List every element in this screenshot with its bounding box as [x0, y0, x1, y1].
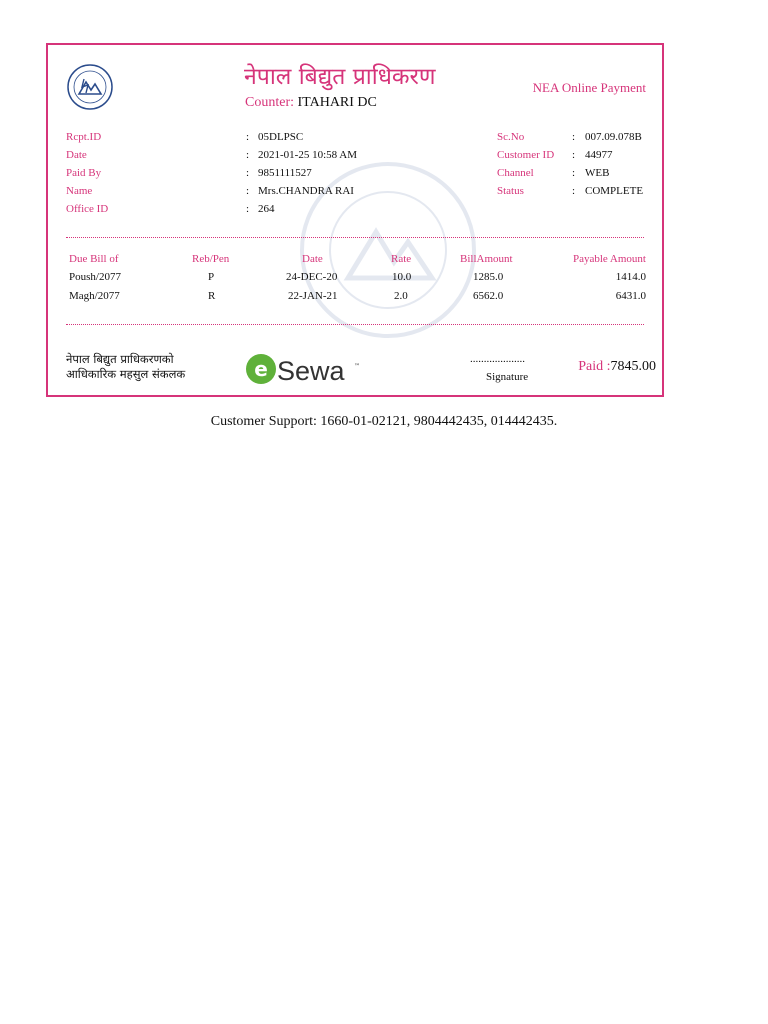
nepali-line-1: नेपाल बिद्युत प्राधिकरणको — [66, 352, 174, 366]
field-colon: : — [246, 203, 250, 215]
esewa-tm: ™ — [354, 363, 360, 370]
field-label: Sc.No — [497, 131, 525, 143]
table-cell: P — [208, 271, 215, 283]
paid-total — [578, 359, 656, 375]
field-label: Rcpt.ID — [66, 131, 102, 143]
field-colon: : — [246, 131, 250, 143]
paid-value: 7845.00 — [610, 359, 656, 374]
nea-logo-icon — [66, 63, 114, 111]
field-value: Mrs.CHANDRA RAI — [258, 185, 354, 197]
counter-value: ITAHARI DC — [297, 95, 377, 110]
paid-label: Paid : — [578, 359, 611, 374]
field-colon: : — [246, 149, 250, 161]
table-cell: Poush/2077 — [69, 271, 121, 283]
dotted-divider — [66, 324, 644, 325]
field-colon: : — [572, 131, 576, 143]
field-label: Date — [66, 149, 87, 161]
counter-label: Counter: — [245, 95, 294, 110]
nea-collector-text — [66, 352, 185, 382]
field-colon: : — [572, 167, 576, 179]
table-cell: 6562.0 — [473, 290, 504, 302]
customer-support-text: Customer Support: 1660-01-02121, 9804442435, 014442435. — [210, 414, 558, 429]
column-header: BillAmount — [460, 253, 513, 265]
field-label: Paid By — [66, 167, 102, 179]
receipt-card — [46, 43, 664, 397]
field-value: WEB — [585, 167, 610, 179]
field-colon: : — [246, 185, 250, 197]
field-colon: : — [572, 149, 576, 161]
signature-line: .................... — [470, 353, 525, 365]
field-value: 05DLPSC — [258, 131, 304, 143]
esewa-text: Sewa — [277, 356, 345, 386]
online-payment-label: NEA Online Payment — [532, 80, 646, 95]
table-cell: 1414.0 — [615, 271, 646, 283]
column-header: Due Bill of — [69, 253, 119, 265]
signature-label: Signature — [486, 371, 529, 383]
field-label: Status — [497, 185, 524, 197]
table-cell: 22-JAN-21 — [288, 290, 338, 302]
field-colon: : — [246, 167, 250, 179]
column-header: Reb/Pen — [192, 253, 230, 265]
table-cell: 24-DEC-20 — [286, 271, 338, 283]
table-cell: 1285.0 — [473, 271, 504, 283]
esewa-e: e — [254, 357, 268, 381]
dotted-divider — [66, 237, 644, 238]
table-cell: 6431.0 — [615, 290, 646, 302]
field-value: 2021-01-25 10:58 AM — [258, 149, 357, 161]
table-cell: 2.0 — [394, 290, 408, 302]
table-cell: R — [208, 290, 216, 302]
field-value: 007.09.078B — [585, 131, 642, 143]
table-cell: Magh/2077 — [69, 290, 120, 302]
field-value: COMPLETE — [585, 185, 644, 197]
field-label: Office ID — [66, 203, 109, 215]
nepali-line-2: आधिकारिक महसुल संकलक — [66, 367, 186, 381]
counter-line — [245, 95, 377, 111]
field-label: Customer ID — [497, 149, 555, 161]
field-value: 9851111527 — [258, 167, 312, 179]
column-header: Date — [302, 253, 323, 265]
page-title-nepali: नेपाल बिद्युत प्राधिकरण — [244, 64, 436, 90]
esewa-logo-icon — [244, 351, 364, 387]
column-header: Payable Amount — [572, 253, 646, 265]
table-cell: 10.0 — [392, 271, 412, 283]
field-colon: : — [572, 185, 576, 197]
field-value: 264 — [258, 203, 275, 215]
field-label: Channel — [497, 167, 534, 179]
field-label: Name — [66, 185, 93, 197]
field-value: 44977 — [585, 149, 613, 161]
column-header: Rate — [391, 253, 412, 265]
